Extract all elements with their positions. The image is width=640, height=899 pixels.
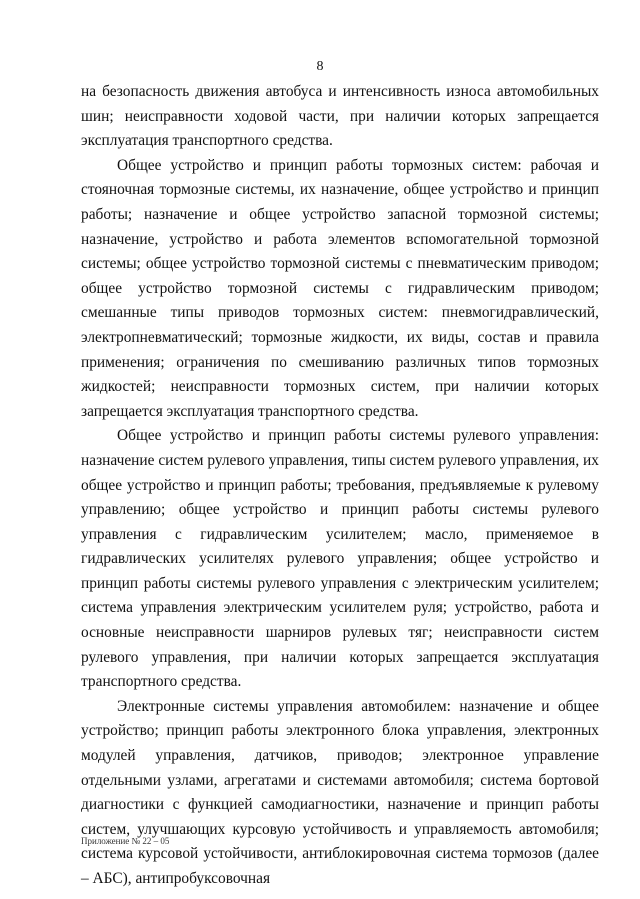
paragraph-continuation: на безопасность движения автобуса и интенсивность износа автомобильных шин; неисправности ходовой части, при наличии которых запрещается эксплуатация транспортного средства. xyxy=(81,83,599,150)
paragraph-steering-system: Общее устройство и принцип работы системы рулевого управления: назначение систем рулевого управления, типы систем рулевого управления, их общее устройство и принцип работы; требования, предъявляемые к рулевому управлению; общее устройство и принцип работы системы рулевого управления с гидравлическим усилителем; масло, применяемое в гидравлических усилителях рулевого управления; общее устройство и принцип работы системы рулевого управления с электрическим усилителем; система управления электрическим усилителем руля; устройство, работа и основные неисправности шарниров рулевых тяг; неисправности систем рулевого управления, при наличии которых запрещается эксплуатация транспортного средства. xyxy=(81,427,599,691)
page-number: 8 xyxy=(316,59,324,74)
paragraph-brake-systems: Общее устройство и принцип работы тормозных систем: рабочая и стояночная тормозные системы, их назначение, общее устройство и принцип работы; назначение и общее устройство запасной тормозной системы; назначение, устройство и работа элементов вспомогательной тормозной системы; общее устройство тормозной системы с пневматическим приводом; общее устройство тормозной системы с гидравлическим приводом; смешанные типы приводов тормозных систем: пневмогидравлический, электропневматический; тормозные жидкости, их виды, состав и правила применения; ограничения по смешиванию различных типов тормозных жидкостей; неисправности тормозных систем, при наличии которых запрещается эксплуатация транспортного средства. xyxy=(81,156,599,420)
footer-note: Приложение № 22 – 05 xyxy=(81,836,170,846)
paragraph-electronic-systems: Электронные системы управления автомобилем: назначение и общее устройство; принцип работы электронного блока управления, электронных модулей управления, датчиков, приводов; электронное управление отдельными узлами, агрегатами и системами автомобиля; система бортовой диагностики с функцией самодиагностики, назначение и принцип работы систем, улучшающих курсовую устойчивость и управляемость автомобиля; система курсовой устойчивости, антиблокировочная система тормозов (далее – АБС), антипробуксовочная xyxy=(81,697,599,887)
document-body xyxy=(81,80,599,892)
